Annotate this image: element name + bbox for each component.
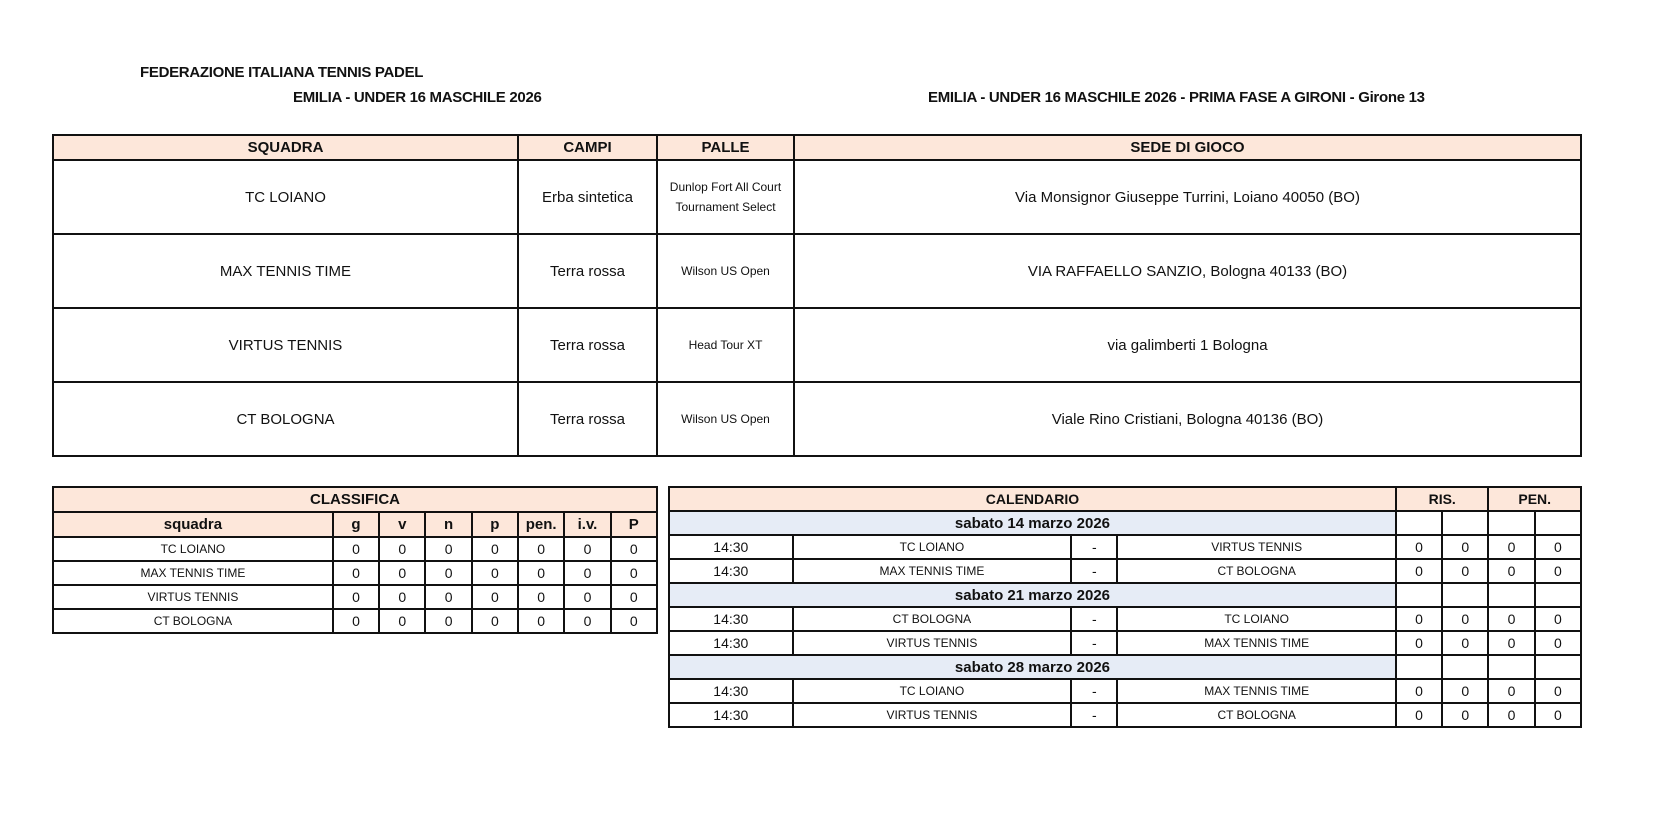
penalty-home: 0: [1488, 703, 1534, 727]
col-header-sede: SEDE DI GIOCO: [794, 135, 1581, 160]
standings-value: 0: [518, 537, 564, 561]
empty-cell: [1442, 655, 1488, 679]
ball-brand-line1: Dunlop Fort All Court: [669, 180, 782, 194]
venue-address: Viale Rino Cristiani, Bologna 40136 (BO): [794, 382, 1581, 456]
standings-value: 0: [425, 585, 471, 609]
standings-col-header: i.v.: [564, 512, 610, 537]
away-team: TC LOIANO: [1117, 607, 1396, 631]
result-home: 0: [1396, 559, 1442, 583]
team-name: CT BOLOGNA: [53, 382, 518, 456]
match-time: 14:30: [669, 535, 793, 559]
match-row: [669, 679, 1581, 703]
standings-col-header: v: [379, 512, 425, 537]
away-team: CT BOLOGNA: [1117, 559, 1396, 583]
standings-row: [53, 609, 657, 633]
standings-value: 0: [379, 585, 425, 609]
standings-value: 0: [425, 537, 471, 561]
ball-brand: [657, 382, 794, 456]
home-team: TC LOIANO: [793, 535, 1072, 559]
standings-value: 0: [611, 609, 657, 633]
penalty-home: 0: [1488, 559, 1534, 583]
match-row: [669, 703, 1581, 727]
empty-cell: [1396, 583, 1442, 607]
standings-value: 0: [425, 561, 471, 585]
empty-cell: [1535, 655, 1581, 679]
round-date-row: [669, 655, 1581, 679]
calendar-title: CALENDARIO: [669, 487, 1396, 511]
standings-team: MAX TENNIS TIME: [53, 561, 333, 585]
championship-title: EMILIA - UNDER 16 MASCHILE 2026: [293, 89, 542, 106]
court-type: Erba sintetica: [518, 160, 657, 234]
result-away: 0: [1442, 703, 1488, 727]
empty-cell: [1442, 511, 1488, 535]
phase-title: EMILIA - UNDER 16 MASCHILE 2026 - PRIMA FASE A GIRONI - Girone 13: [928, 89, 1425, 106]
team-row: [53, 382, 1581, 456]
result-away: 0: [1442, 631, 1488, 655]
home-team: VIRTUS TENNIS: [793, 703, 1072, 727]
round-date: sabato 28 marzo 2026: [669, 655, 1396, 679]
penalties-header: PEN.: [1488, 487, 1581, 511]
standings-row: [53, 561, 657, 585]
penalty-home: 0: [1488, 679, 1534, 703]
standings-title: CLASSIFICA: [53, 487, 657, 512]
standings-row: [53, 585, 657, 609]
standings-value: 0: [518, 609, 564, 633]
match-row: [669, 631, 1581, 655]
round-date-row: [669, 511, 1581, 535]
empty-cell: [1535, 583, 1581, 607]
away-team: MAX TENNIS TIME: [1117, 631, 1396, 655]
standings-value: 0: [564, 585, 610, 609]
standings-col-header: n: [425, 512, 471, 537]
standings-team: VIRTUS TENNIS: [53, 585, 333, 609]
teams-table: [52, 134, 1582, 457]
col-header-squadra: SQUADRA: [53, 135, 518, 160]
round-date: sabato 14 marzo 2026: [669, 511, 1396, 535]
away-team: MAX TENNIS TIME: [1117, 679, 1396, 703]
home-team: VIRTUS TENNIS: [793, 631, 1072, 655]
standings-value: 0: [611, 585, 657, 609]
standings-team: CT BOLOGNA: [53, 609, 333, 633]
match-row: [669, 559, 1581, 583]
empty-cell: [1535, 511, 1581, 535]
standings-team: TC LOIANO: [53, 537, 333, 561]
standings-value: 0: [564, 609, 610, 633]
penalty-home: 0: [1488, 607, 1534, 631]
standings-col-header: g: [333, 512, 379, 537]
penalty-away: 0: [1535, 535, 1581, 559]
empty-cell: [1396, 655, 1442, 679]
standings-value: 0: [564, 561, 610, 585]
team-name: TC LOIANO: [53, 160, 518, 234]
penalty-away: 0: [1535, 631, 1581, 655]
ball-brand-line2: Tournament Select: [675, 200, 776, 214]
empty-cell: [1442, 583, 1488, 607]
match-separator: -: [1071, 535, 1117, 559]
ball-brand: [657, 234, 794, 308]
ball-brand: [657, 160, 794, 234]
penalty-away: 0: [1535, 703, 1581, 727]
standings-col-header: squadra: [53, 512, 333, 537]
match-time: 14:30: [669, 679, 793, 703]
match-separator: -: [1071, 607, 1117, 631]
ball-brand-line1: Wilson US Open: [681, 264, 770, 278]
standings-value: 0: [472, 537, 518, 561]
federation-title: FEDERAZIONE ITALIANA TENNIS PADEL: [140, 64, 424, 81]
standings-value: 0: [333, 537, 379, 561]
standings-value: 0: [472, 585, 518, 609]
standings-value: 0: [425, 609, 471, 633]
standings-value: 0: [518, 585, 564, 609]
result-away: 0: [1442, 535, 1488, 559]
court-type: Terra rossa: [518, 382, 657, 456]
calendar-table: [668, 486, 1582, 728]
result-away: 0: [1442, 607, 1488, 631]
standings-value: 0: [518, 561, 564, 585]
team-row: [53, 308, 1581, 382]
empty-cell: [1396, 511, 1442, 535]
result-home: 0: [1396, 703, 1442, 727]
col-header-palle: PALLE: [657, 135, 794, 160]
ball-brand-line1: Head Tour XT: [688, 338, 763, 352]
away-team: VIRTUS TENNIS: [1117, 535, 1396, 559]
penalty-home: 0: [1488, 631, 1534, 655]
results-header: RIS.: [1396, 487, 1489, 511]
standings-value: 0: [379, 609, 425, 633]
empty-cell: [1488, 655, 1534, 679]
team-row: [53, 160, 1581, 234]
standings-value: 0: [472, 561, 518, 585]
match-separator: -: [1071, 703, 1117, 727]
penalty-away: 0: [1535, 679, 1581, 703]
home-team: MAX TENNIS TIME: [793, 559, 1072, 583]
court-type: Terra rossa: [518, 234, 657, 308]
ball-brand-line1: Wilson US Open: [681, 412, 770, 426]
match-time: 14:30: [669, 631, 793, 655]
standings-value: 0: [333, 561, 379, 585]
round-date-row: [669, 583, 1581, 607]
away-team: CT BOLOGNA: [1117, 703, 1396, 727]
standings-table: [52, 486, 658, 634]
result-away: 0: [1442, 679, 1488, 703]
home-team: TC LOIANO: [793, 679, 1072, 703]
match-time: 14:30: [669, 703, 793, 727]
standings-row: [53, 537, 657, 561]
match-separator: -: [1071, 679, 1117, 703]
standings-value: 0: [472, 609, 518, 633]
match-row: [669, 607, 1581, 631]
team-name: MAX TENNIS TIME: [53, 234, 518, 308]
col-header-campi: CAMPI: [518, 135, 657, 160]
venue-address: via galimberti 1 Bologna: [794, 308, 1581, 382]
standings-value: 0: [379, 561, 425, 585]
penalty-away: 0: [1535, 607, 1581, 631]
round-date: sabato 21 marzo 2026: [669, 583, 1396, 607]
match-separator: -: [1071, 559, 1117, 583]
standings-col-header: P: [611, 512, 657, 537]
result-home: 0: [1396, 607, 1442, 631]
venue-address: VIA RAFFAELLO SANZIO, Bologna 40133 (BO): [794, 234, 1581, 308]
match-time: 14:30: [669, 559, 793, 583]
empty-cell: [1488, 583, 1534, 607]
ball-brand: [657, 308, 794, 382]
standings-value: 0: [564, 537, 610, 561]
standings-col-header: p: [472, 512, 518, 537]
result-home: 0: [1396, 679, 1442, 703]
standings-value: 0: [333, 609, 379, 633]
home-team: CT BOLOGNA: [793, 607, 1072, 631]
standings-col-header: pen.: [518, 512, 564, 537]
result-home: 0: [1396, 631, 1442, 655]
standings-value: 0: [379, 537, 425, 561]
venue-address: Via Monsignor Giuseppe Turrini, Loiano 40050 (BO): [794, 160, 1581, 234]
empty-cell: [1488, 511, 1534, 535]
penalty-home: 0: [1488, 535, 1534, 559]
match-separator: -: [1071, 631, 1117, 655]
result-home: 0: [1396, 535, 1442, 559]
standings-value: 0: [333, 585, 379, 609]
standings-value: 0: [611, 537, 657, 561]
standings-value: 0: [611, 561, 657, 585]
team-row: [53, 234, 1581, 308]
match-row: [669, 535, 1581, 559]
team-name: VIRTUS TENNIS: [53, 308, 518, 382]
match-time: 14:30: [669, 607, 793, 631]
penalty-away: 0: [1535, 559, 1581, 583]
result-away: 0: [1442, 559, 1488, 583]
court-type: Terra rossa: [518, 308, 657, 382]
